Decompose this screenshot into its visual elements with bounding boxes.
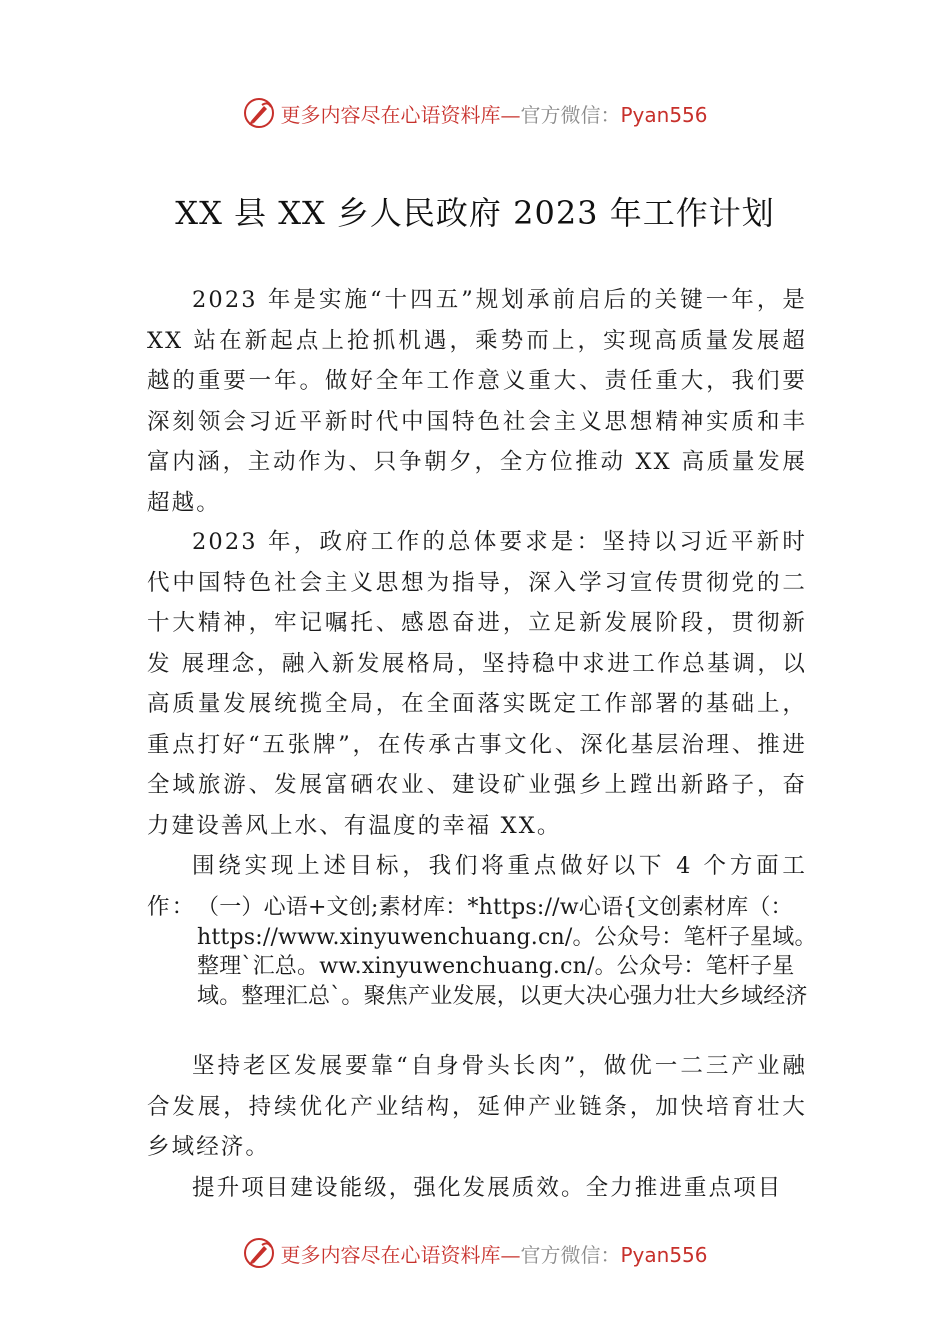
- wechat-label: 官方微信：: [520, 1242, 621, 1267]
- wechat-id: Pyan556: [620, 102, 708, 127]
- brand-text: 更多内容尽在心语资料库: [280, 1242, 501, 1267]
- wechat-label: 官方微信：: [520, 102, 621, 127]
- paragraph-projects: 提升项目建设能级，强化发展质效。全力推进重点项目: [192, 1175, 783, 1201]
- separator: —: [500, 1242, 521, 1267]
- footer-watermark-banner: [0, 1233, 950, 1273]
- paragraph-economy: 坚持老区发展要靠“自身骨头长肉”，做优一二三产业融合发展，持续优化产业结构，延伸产业链条，加快培育壮大乡域经济。: [147, 1053, 807, 1160]
- wechat-id: Pyan556: [620, 1242, 708, 1267]
- paragraph-focus: 围绕实现上述目标，我们将重点做好以下 4 个方面工作：: [147, 853, 807, 920]
- pen-nib-circle-icon: [242, 96, 276, 130]
- pen-nib-circle-icon: [242, 1236, 276, 1270]
- header-watermark-banner: [0, 93, 950, 133]
- brand-text: 更多内容尽在心语资料库: [280, 102, 501, 127]
- section-heading-1: （一）心语+文创;素材库：*https://w心语{文创素材库（：https://www.xinyuwenchuang.cn/。公众号：笔杆子星域。整理`汇总。ww.xinyuwenchuang.cn/。公众号：笔杆子星域。整理汇总`。聚焦产业发展，以更大决心强力壮大乡域经济: [197, 895, 817, 1009]
- watermark-text: [280, 1239, 707, 1268]
- paragraph-intro: 2023 年是实施“十四五”规划承前启后的关键一年，是XX 站在新起点上抢抓机遇，乘势而上，实现高质量发展超越的重要一年。做好全年工作意义重大、责任重大，我们要深刻领会习近平新时代中国特色社会主义思想精神实质和丰富内涵，主动作为、只争朝夕，全方位推动 XX 高质量发展超越。: [147, 287, 807, 516]
- paragraph-requirements: 2023 年，政府工作的总体要求是：坚持以习近平新时代中国特色社会主义思想为指导，深入学习宣传贯彻党的二十大精神，牢记嘱托、感恩奋进，立足新发展阶段，贯彻新发 展理念，融入新发展格局，坚持稳中求进工作总基调，以高质量发展统揽全局，在全面落实既定工作部署的基础上，重点打好“五张牌”，在传承古事文化、深化基层治理、推进全域旅游、发展富硒农业、建设矿业强乡上蹚出新路子，奋力建设善风上水、有温度的幸福 XX。: [147, 529, 807, 839]
- separator: —: [500, 102, 521, 127]
- watermark-text: [280, 99, 707, 128]
- document-title: XX 县 XX 乡人民政府 2023 年工作计划: [175, 194, 775, 232]
